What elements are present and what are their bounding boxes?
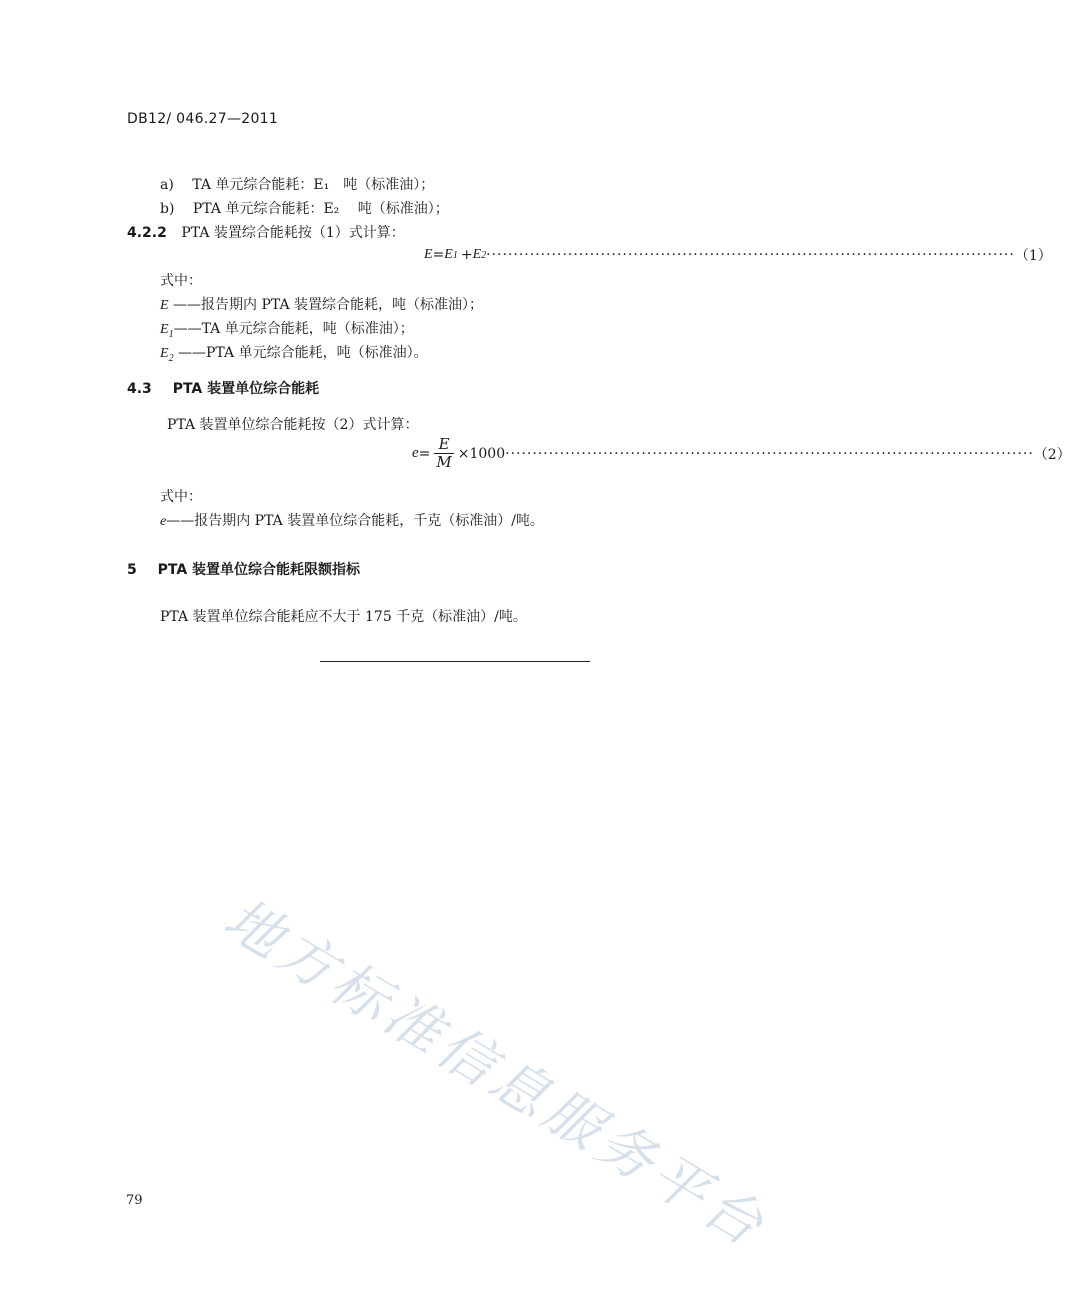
formula-2-multiplier: ×1000 <box>457 445 506 462</box>
section-title: PTA 装置单位综合能耗 <box>172 381 320 397</box>
formula-1-equals: = <box>432 247 445 263</box>
section-number: 4.2.2 <box>127 225 167 241</box>
definition-E <box>160 294 483 314</box>
watermark: 地方标准信息服务平台 <box>212 885 778 1262</box>
formula-2-number: （2） <box>1033 446 1071 463</box>
end-of-standard-line <box>320 661 590 662</box>
definition-symbol: E <box>160 322 169 337</box>
definition-text: ——报告期内 PTA 装置单位综合能耗，千克（标准油）/吨。 <box>166 513 544 529</box>
definition-text: ——PTA 单元综合能耗，吨（标准油）。 <box>173 345 428 361</box>
section-number: 4.3 <box>127 381 152 397</box>
paragraph-4-3: PTA 装置单位综合能耗按（2）式计算： <box>167 417 419 433</box>
formula-1-term2-sub: 2 <box>481 249 487 261</box>
page-number: 79 <box>126 1193 143 1208</box>
formula-1-plus: + <box>460 247 473 263</box>
definition-symbol-sub: 1 <box>168 328 174 340</box>
formula-1 <box>424 245 1052 265</box>
section-number: 5 <box>127 562 137 578</box>
list-item-label: a) <box>160 177 174 193</box>
definition-symbol: e <box>160 514 167 529</box>
definition-symbol-sub: 2 <box>168 352 174 364</box>
list-item-a <box>160 174 434 194</box>
formula-2-equals: = <box>418 445 431 462</box>
definition-symbol: E <box>160 346 169 361</box>
definition-symbol: E <box>160 298 169 313</box>
where-label-2: 式中： <box>160 489 202 505</box>
list-item-text: TA 单元综合能耗：E₁ 吨（标准油）； <box>192 177 435 193</box>
formula-1-term1-sub: 1 <box>452 249 458 261</box>
formula-1-lhs: E <box>424 247 433 262</box>
formula-1-number: （1） <box>1014 248 1052 264</box>
definition-text: ——报告期内 PTA 装置综合能耗，吨（标准油）； <box>168 297 484 313</box>
formula-2-fraction <box>434 436 453 471</box>
list-item-b <box>160 198 449 218</box>
list-item-label: b) <box>160 201 175 217</box>
section-4-2-2 <box>127 222 405 242</box>
section-title: PTA 装置单位综合能耗限额指标 <box>157 562 361 578</box>
section-text: PTA 装置综合能耗按（1）式计算： <box>181 225 405 241</box>
definition-e <box>160 510 544 530</box>
formula-2 <box>412 435 1071 471</box>
formula-1-term2: E <box>472 247 482 262</box>
formula-1-leader-dots: ································································································· <box>486 247 1015 263</box>
definition-E1 <box>160 318 414 340</box>
formula-2-leader-dots: ································································································· <box>505 445 1034 462</box>
definition-text: ——TA 单元综合能耗，吨（标准油）； <box>173 321 414 337</box>
document-header: DB12/ 046.27—2011 <box>127 111 279 127</box>
definition-E2 <box>160 342 428 364</box>
formula-2-lhs: e <box>412 445 419 461</box>
section-5-heading <box>127 559 360 579</box>
list-item-text: PTA 单元综合能耗：E₂ 吨（标准油）； <box>192 201 449 217</box>
paragraph-5: PTA 装置单位综合能耗应不大于 175 千克（标准油）/吨。 <box>160 609 527 625</box>
section-4-3-heading <box>127 378 319 398</box>
fraction-numerator: E <box>438 435 450 453</box>
fraction-denominator: M <box>436 453 452 471</box>
formula-1-term1: E <box>444 247 453 262</box>
where-label-1: 式中： <box>160 273 202 289</box>
